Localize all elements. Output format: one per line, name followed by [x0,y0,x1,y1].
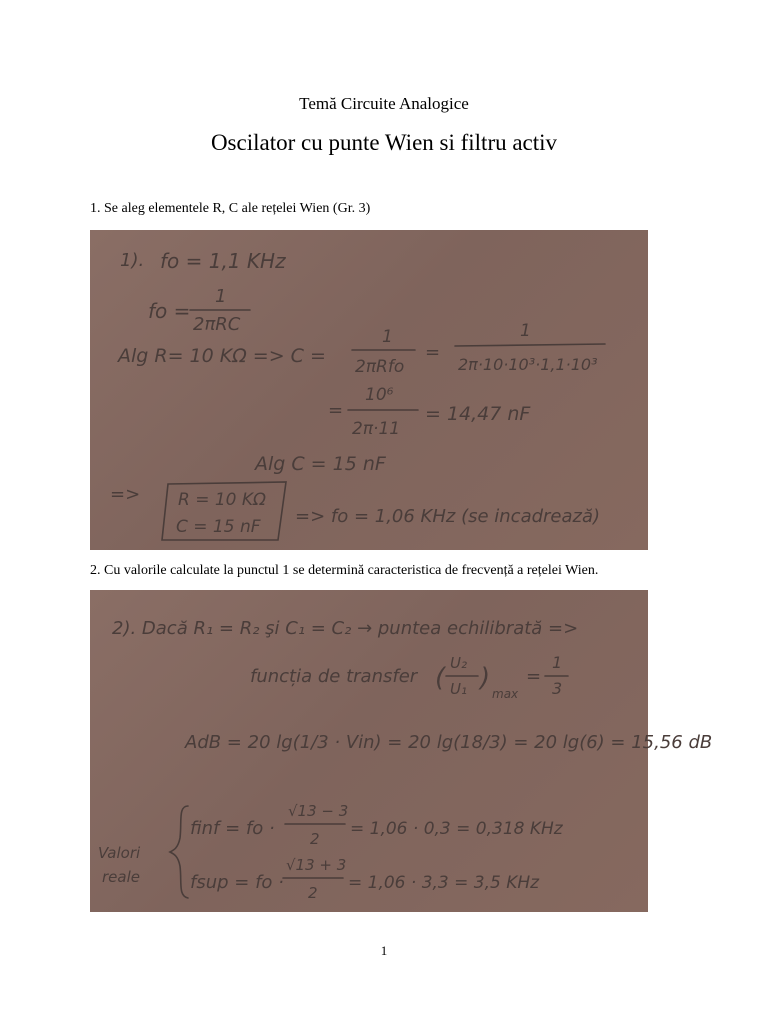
hw-1-result: = 14,47 nF [425,403,531,425]
hw-2-max: max [492,687,519,701]
hw-2-den: 3 [552,679,563,698]
hw-1-final: => fo = 1,06 KHz (se incadrează) [295,506,601,527]
hw-2-finf-den: 2 [310,830,320,848]
hw-1-fo: fo = 1,1 KHz [160,249,286,273]
hw-2-condition: 2). Dacă R₁ = R₂ şi C₁ = C₂ → puntea echilibrată => [112,618,579,639]
hw-1-fo-num: 1 [215,286,227,307]
hw-1-c-num: 1 [382,327,393,347]
hw-2-transfer: funcția de transfer [250,666,418,687]
handwritten-glyph: ( [435,663,446,693]
hw-2-fsup-den: 2 [308,884,318,902]
hw-1-c-den2: 2π·10·10³·1,1·10³ [458,355,598,374]
handwritten-glyph: ) [480,663,491,693]
hw-1-fo-den: 2πRC [193,314,241,335]
hw-1-c-den: 2πRfo [355,357,405,377]
hw-1-box-c: C = 15 nF [176,517,261,537]
hw-2-eq: = [526,666,542,687]
hw-2-fsup: fsup = fo · [190,872,284,893]
document-title: Oscilator cu punte Wien si filtru activ [210,130,558,155]
hw-2-u1: U₁ [450,680,467,698]
hw-2-num: 1 [552,653,563,672]
hw-2-side2: reale [102,868,140,886]
section-2-text: 2. Cu valorile calculate la punctul 1 se determină caracteristica de frecvență a rețelei Wien. [90,563,599,578]
hw-1-choose-c: Alg C = 15 nF [255,453,386,475]
hw-1-eq2: = [328,400,344,421]
hw-1-eq: = [425,342,441,363]
hw-1-choose-r: Alg R= 10 KΩ => C = [118,345,326,367]
hw-2-finf-res: = 1,06 · 0,3 = 0,318 KHz [350,819,563,839]
hw-2-finf-num: √13 − 3 [288,802,349,820]
hw-1-arrow: => [110,484,141,505]
page-number: 1 [380,943,388,958]
hw-2-fsup-res: = 1,06 · 3,3 = 3,5 KHz [348,873,540,893]
hw-2-finf: finf = fo · [190,818,275,839]
hw-1-num3: 10⁶ [365,385,394,405]
hw-1-den3: 2π·11 [352,419,401,439]
section-1-text: 1. Se aleg elementele R, C ale rețelei Wien (Gr. 3) [90,201,371,216]
hw-1-c-num2: 1 [520,321,531,341]
handwritten-stroke [455,344,605,346]
hw-2-fsup-num: √13 + 3 [286,856,347,874]
handwritten-photo-1 [90,230,648,550]
hw-2-adb: AdB = 20 lg(1/3 · Vin) = 20 lg(18/3) = 20 lg(6) = 15,56 dB [185,732,713,753]
handwritten-photo-2 [90,590,713,912]
hw-2-u2: U₂ [450,654,467,672]
hw-1-fo-formula: fo = [148,299,191,323]
hw-1-box-r: R = 10 KΩ [178,490,267,510]
hw-2-side1: Valori [98,844,141,862]
document-subtitle: Temă Circuite Analogice [299,94,469,113]
handwritten-stroke [170,806,188,898]
hw-1-step: 1). [120,250,145,271]
